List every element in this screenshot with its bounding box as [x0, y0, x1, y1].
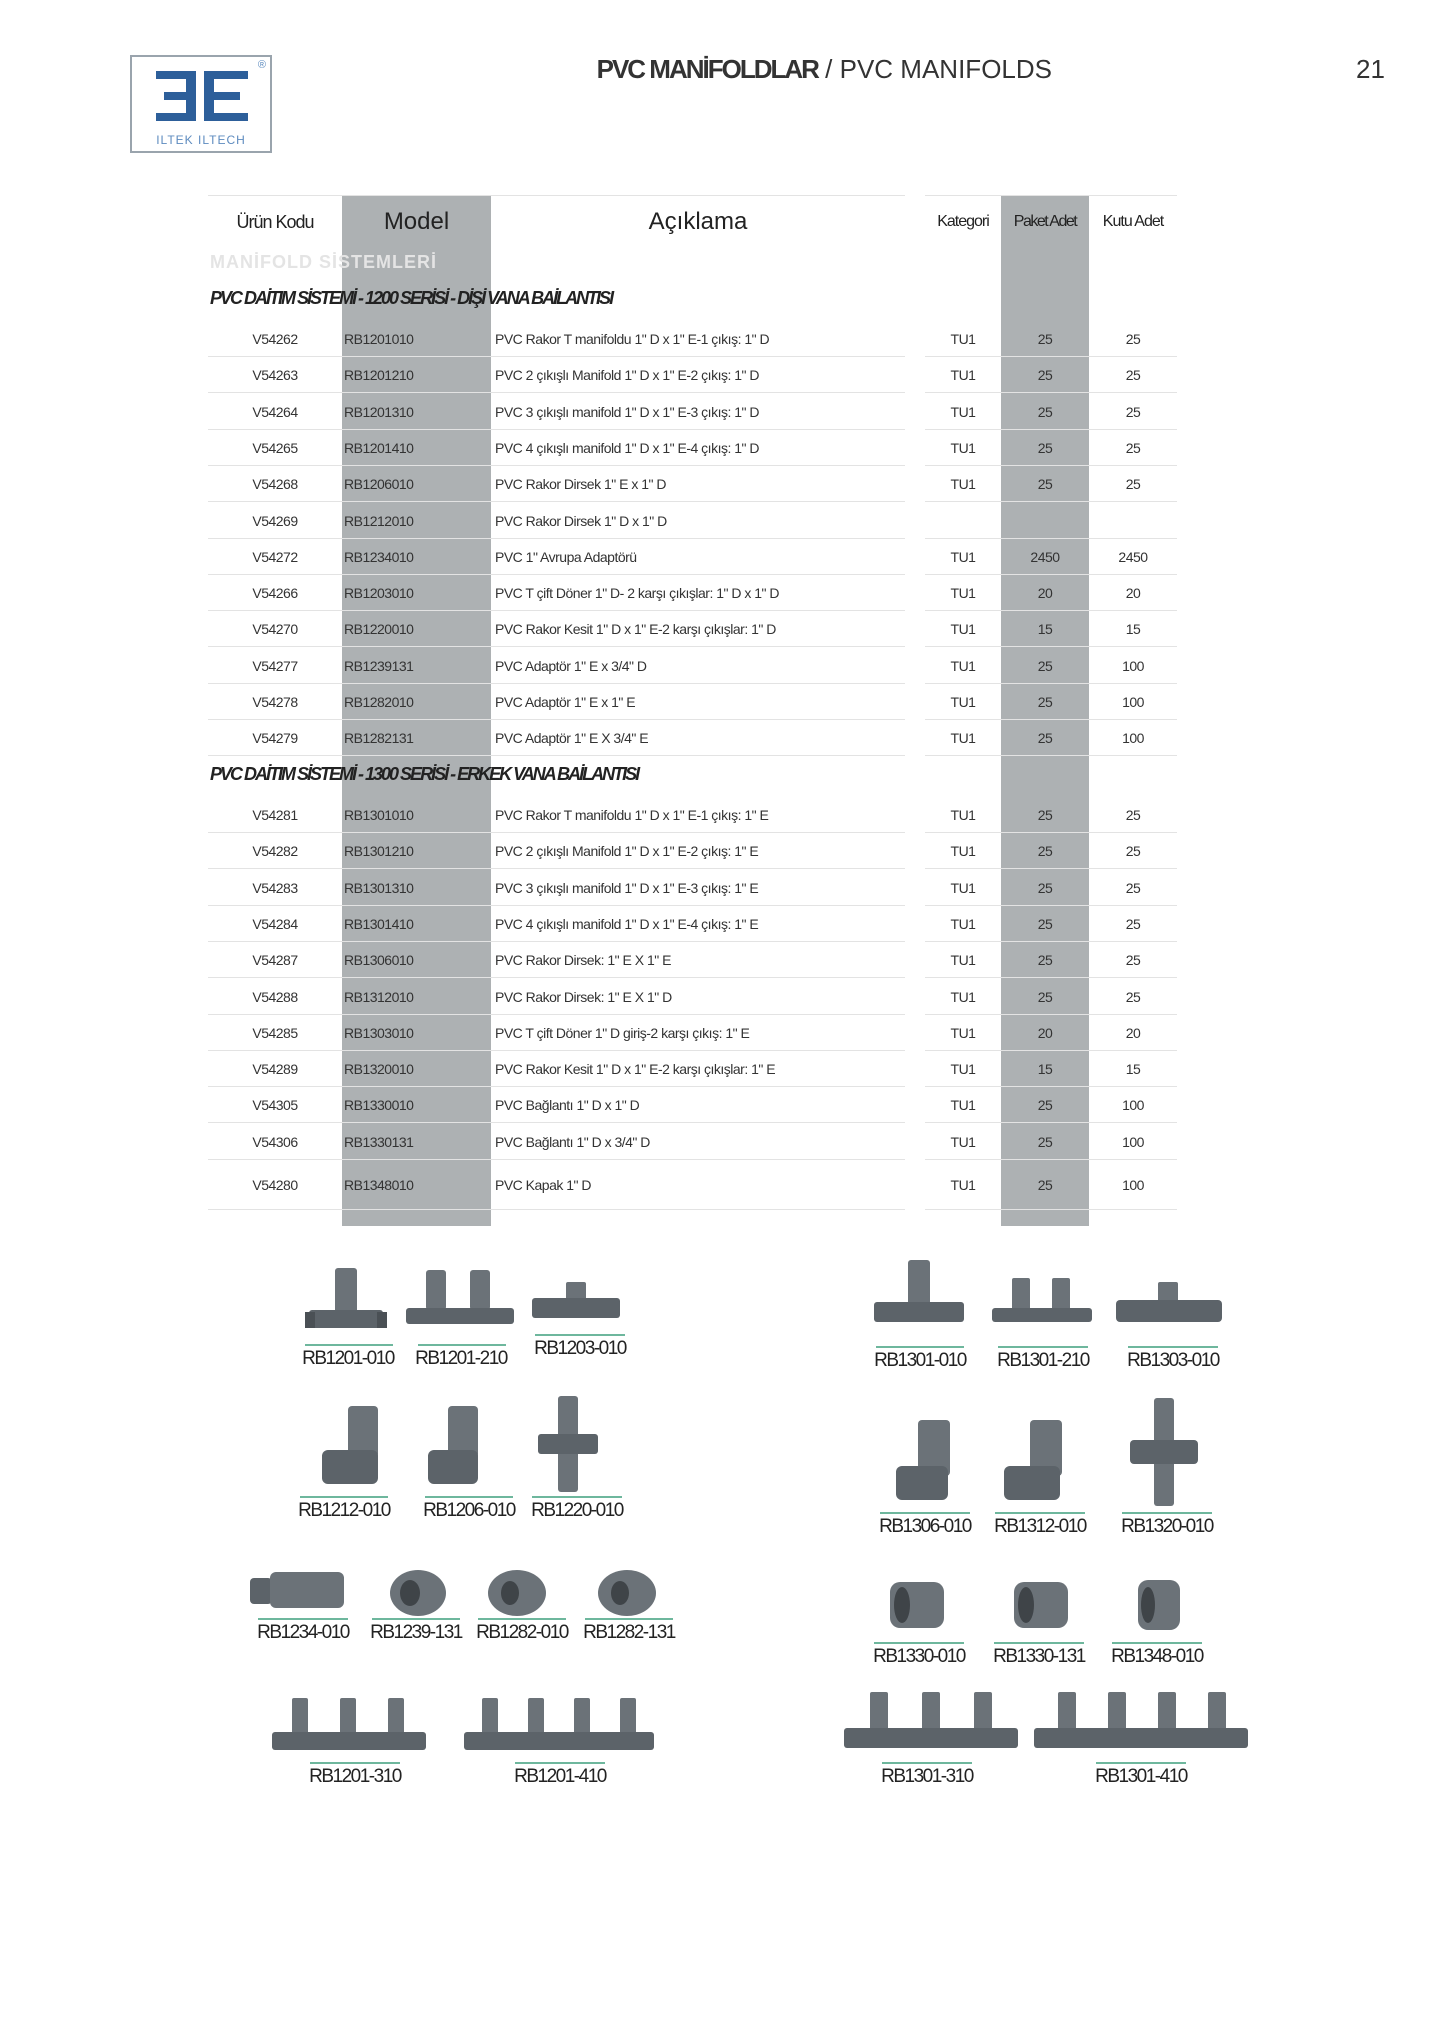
table-row — [0, 648, 1440, 684]
cell-code: V54278 — [252, 694, 298, 710]
label-underline — [874, 1642, 964, 1644]
adapter-image — [388, 1568, 448, 1618]
cell-desc: PVC Rakor Kesit 1" D x 1" E-2 karşı çıkışlar: 1" E — [495, 1061, 776, 1078]
cell-code: V54264 — [252, 403, 298, 420]
cell-kat: TU1 — [950, 879, 976, 896]
label-underline — [1122, 1512, 1212, 1514]
cell-code: V54270 — [252, 621, 298, 638]
manifold-3-outlet-image — [270, 1696, 428, 1758]
cell-model: RB1312010 — [344, 988, 414, 1005]
cell-paket: 25 — [1037, 952, 1053, 969]
cell-paket: 25 — [1037, 367, 1053, 384]
table-row — [0, 357, 1440, 393]
cell-kat: TU1 — [950, 331, 976, 347]
cell-code: V54284 — [252, 915, 298, 932]
cell-kutu: 25 — [1125, 807, 1141, 823]
cell-paket — [1001, 503, 1089, 539]
cell-model: RB1348010 — [344, 1177, 414, 1193]
cell-kutu: 100 — [1122, 657, 1144, 674]
cell-kat: TU1 — [950, 367, 976, 384]
cell-kutu: 100 — [1122, 694, 1144, 710]
table-row — [0, 942, 1440, 978]
table-row — [0, 539, 1440, 575]
cell-model: RB1201310 — [344, 403, 414, 420]
cell-model: RB1330131 — [344, 1133, 414, 1150]
cell-code: V54280 — [252, 1177, 298, 1193]
label-underline — [535, 1334, 625, 1336]
page-header — [597, 54, 1052, 85]
label-underline — [418, 1344, 506, 1346]
cell-kat: TU1 — [950, 988, 976, 1005]
label-underline — [300, 1496, 388, 1498]
cell-kat: TU1 — [950, 1061, 976, 1078]
table-row — [0, 833, 1440, 869]
cross-image — [536, 1394, 600, 1494]
cell-code: V54289 — [252, 1061, 298, 1078]
cell-kutu: 100 — [1122, 1177, 1144, 1193]
cell-paket: 25 — [1037, 915, 1053, 932]
cell-desc: PVC Adaptör 1" E X 3/4" E — [495, 730, 649, 747]
cell-paket: 25 — [1037, 694, 1053, 710]
cell-paket: 2450 — [1030, 548, 1060, 565]
cell-desc: PVC Rakor Dirsek: 1" E X 1" E — [495, 952, 671, 969]
european-adapter-image — [250, 1568, 346, 1612]
cell-kutu: 100 — [1122, 1133, 1144, 1150]
cell-kat: TU1 — [950, 915, 976, 932]
label-underline — [258, 1618, 348, 1620]
table-row — [0, 1124, 1440, 1160]
product-label: RB1301-010 — [874, 1350, 966, 1371]
table-row — [0, 720, 1440, 756]
cell-paket: 15 — [1037, 621, 1053, 638]
product-label: RB1320-010 — [1121, 1516, 1213, 1537]
cell-code: V54265 — [252, 439, 298, 456]
cell-model: RB1201210 — [344, 367, 414, 384]
cell-kat: TU1 — [950, 694, 976, 710]
label-underline — [880, 1512, 970, 1514]
product-label: RB1303-010 — [1127, 1350, 1219, 1371]
cell-code: V54305 — [252, 1097, 298, 1114]
label-underline — [305, 1344, 393, 1346]
label-underline — [532, 1496, 622, 1498]
table-row — [0, 466, 1440, 502]
cell-model: RB1301310 — [344, 879, 414, 896]
product-label: RB1282-131 — [583, 1622, 675, 1643]
page-number: 21 — [1356, 54, 1385, 84]
logo-text: ILTEK ILTECH — [156, 133, 246, 147]
product-label: RB1301-310 — [881, 1766, 973, 1787]
product-label: RB1301-210 — [997, 1350, 1089, 1371]
label-underline — [1112, 1642, 1202, 1644]
cell-model: RB1303010 — [344, 1024, 414, 1041]
cell-code: V54272 — [252, 548, 298, 565]
cell-desc: PVC 4 çıkışlı manifold 1" D x 1" E-4 çıkış: 1" D — [495, 439, 759, 456]
cell-kutu: 25 — [1125, 403, 1141, 420]
cell-paket: 25 — [1037, 1133, 1053, 1150]
product-label: RB1201-210 — [415, 1348, 507, 1369]
table-row — [0, 575, 1440, 611]
product-label: RB1220-010 — [531, 1500, 623, 1521]
manifold-2-outlet-image — [404, 1266, 516, 1338]
cell-model: RB1234010 — [344, 548, 414, 565]
cell-kat: TU1 — [950, 952, 976, 969]
cell-desc: PVC Adaptör 1" E x 1" E — [495, 694, 636, 710]
registered-mark: ® — [257, 59, 266, 71]
cell-code: V54283 — [252, 879, 298, 896]
product-label: RB1201-410 — [514, 1766, 606, 1787]
cell-model: RB1201410 — [344, 439, 414, 456]
column-header-urun-kodu: Ürün Kodu — [236, 211, 314, 232]
cell-kutu: 25 — [1125, 331, 1141, 347]
column-header-aciklama: Açıklama — [648, 208, 748, 235]
product-label: RB1203-010 — [534, 1338, 626, 1359]
tee-manifold-image — [872, 1258, 966, 1332]
cell-kutu: 25 — [1125, 476, 1141, 493]
column-header-model: Model — [383, 208, 450, 235]
cell-code: V54306 — [252, 1133, 298, 1150]
column-header-paket-adet: Paket Adet — [1013, 213, 1077, 230]
cell-desc: PVC 4 çıkışlı manifold 1" D x 1" E-4 çıkış: 1" E — [495, 915, 759, 932]
cell-paket: 25 — [1037, 843, 1053, 860]
header-title-tr: PVC MANİFOLDLAR — [596, 54, 818, 84]
cell-desc: PVC 3 çıkışlı manifold 1" D x 1" E-3 çıkış: 1" D — [495, 403, 759, 420]
cell-desc: PVC Bağlantı 1" D x 3/4" D — [495, 1133, 650, 1150]
cell-kat — [925, 503, 1001, 539]
cell-kat: TU1 — [950, 403, 976, 420]
label-underline — [1096, 1762, 1186, 1764]
iltek-logo-icon — [146, 65, 258, 127]
cell-kutu: 100 — [1122, 1097, 1144, 1114]
product-label: RB1212-010 — [298, 1500, 390, 1521]
cell-kat: TU1 — [950, 476, 976, 493]
cell-kat: TU1 — [950, 621, 976, 638]
label-underline — [310, 1762, 400, 1764]
cell-kat: TU1 — [950, 439, 976, 456]
product-label: RB1306-010 — [879, 1516, 971, 1537]
cell-model: RB1239131 — [344, 657, 414, 674]
cell-code: V54279 — [252, 730, 298, 747]
cell-model: RB1203010 — [344, 585, 414, 602]
cell-model: RB1206010 — [344, 476, 414, 493]
cell-code: V54281 — [252, 807, 298, 823]
cell-paket: 25 — [1037, 988, 1053, 1005]
label-underline — [585, 1618, 673, 1620]
product-label: RB1348-010 — [1111, 1646, 1203, 1667]
section-title-1300: PVC DAİTIM SİSTEMİ - 1300 SERİSİ - ERKEK VANA BAİLANTISI — [210, 764, 639, 784]
table-row — [0, 1087, 1440, 1123]
table-row — [0, 503, 1440, 539]
cell-model: RB1301410 — [344, 915, 414, 932]
elbow-image — [998, 1418, 1068, 1506]
cell-code: V54268 — [252, 476, 298, 493]
label-underline — [876, 1346, 964, 1348]
cell-desc: PVC Kapak 1" D — [495, 1177, 592, 1193]
product-label: RB1330-131 — [993, 1646, 1085, 1667]
company-logo — [130, 55, 272, 153]
product-label: RB1239-131 — [370, 1622, 462, 1643]
cell-desc: PVC T çift Döner 1" D- 2 karşı çıkışlar: 1" D x 1" D — [495, 585, 780, 602]
cell-model: RB1282131 — [344, 730, 414, 747]
cell-kutu: 20 — [1125, 585, 1141, 602]
product-label: RB1201-310 — [309, 1766, 401, 1787]
cell-desc: PVC 2 çıkışlı Manifold 1" D x 1" E-2 çıkış: 1" D — [495, 367, 759, 384]
cell-model: RB1201010 — [344, 331, 414, 347]
cell-kat: TU1 — [950, 548, 976, 565]
coupling-image — [888, 1578, 946, 1632]
cell-kutu: 15 — [1125, 621, 1141, 638]
table-row — [0, 1160, 1440, 1210]
label-underline — [995, 1512, 1085, 1514]
product-label: RB1206-010 — [423, 1500, 515, 1521]
cell-paket: 25 — [1037, 476, 1053, 493]
product-label: RB1234-010 — [257, 1622, 349, 1643]
table-row — [0, 684, 1440, 720]
cell-code: V54285 — [252, 1024, 298, 1041]
tee-double-swivel-image — [530, 1282, 622, 1326]
cell-kat: TU1 — [950, 730, 976, 747]
row-separator — [208, 755, 905, 756]
cell-code: V54263 — [252, 367, 298, 384]
row-separator — [925, 755, 1177, 756]
cell-desc: PVC Bağlantı 1" D x 1" D — [495, 1097, 640, 1114]
row-separator — [925, 1209, 1177, 1210]
cell-desc: PVC Rakor T manifoldu 1" D x 1" E-1 çıkış: 1" E — [495, 807, 769, 823]
cell-paket: 25 — [1037, 657, 1053, 674]
table-row — [0, 870, 1440, 906]
cell-kat: TU1 — [950, 807, 976, 823]
cell-paket: 25 — [1037, 439, 1053, 456]
cell-kutu: 20 — [1125, 1024, 1141, 1041]
cell-desc: PVC 3 çıkışlı manifold 1" D x 1" E-3 çıkış: 1" E — [495, 879, 759, 896]
elbow-image — [892, 1418, 958, 1506]
cell-desc: PVC 1" Avrupa Adaptörü — [495, 548, 637, 565]
cell-code: V54288 — [252, 988, 298, 1005]
column-header-kategori: Kategori — [937, 213, 989, 230]
cell-model: RB1301210 — [344, 843, 414, 860]
cell-desc: PVC Rakor Dirsek: 1" E X 1" D — [495, 988, 672, 1005]
cell-kutu: 25 — [1125, 952, 1141, 969]
cell-paket: 25 — [1037, 331, 1053, 347]
cell-code: V54266 — [252, 585, 298, 602]
cell-desc: PVC T çift Döner 1" D giriş-2 karşı çıkış: 1" E — [495, 1024, 750, 1041]
coupling-image — [1012, 1578, 1070, 1632]
cell-kat: TU1 — [950, 843, 976, 860]
section-title-1200: PVC DAİTIM SİSTEMİ - 1200 SERİSİ - DİŞİ VANA BAİLANTISI — [210, 288, 613, 308]
cell-model: RB1301010 — [344, 807, 414, 823]
label-underline — [478, 1618, 566, 1620]
cell-paket: 20 — [1037, 1024, 1053, 1041]
column-header-kutu-adet: Kutu Adet — [1102, 213, 1164, 230]
cell-kutu: 25 — [1125, 439, 1141, 456]
elbow-image — [424, 1404, 488, 1490]
label-underline — [998, 1346, 1088, 1348]
cell-desc: PVC 2 çıkışlı Manifold 1" D x 1" E-2 çıkış: 1" E — [495, 843, 759, 860]
label-underline — [882, 1762, 972, 1764]
cell-model: RB1220010 — [344, 621, 414, 638]
table-row — [0, 1051, 1440, 1087]
product-label: RB1330-010 — [873, 1646, 965, 1667]
cell-model: RB1330010 — [344, 1097, 414, 1114]
table-row — [0, 979, 1440, 1015]
tee-manifold-image — [305, 1266, 387, 1340]
cell-desc: PVC Adaptör 1" E x 3/4" D — [495, 657, 647, 674]
cell-kat: TU1 — [950, 1177, 976, 1193]
cap-image — [1136, 1576, 1182, 1634]
manifold-3-outlet-image — [842, 1690, 1020, 1754]
header-separator: / — [817, 54, 840, 84]
cell-kutu — [1089, 503, 1177, 539]
cell-kat: TU1 — [950, 1097, 976, 1114]
cell-paket: 25 — [1037, 403, 1053, 420]
cell-kutu: 25 — [1125, 843, 1141, 860]
cell-model: RB1282010 — [344, 694, 414, 710]
table-row — [0, 1015, 1440, 1051]
table-row — [0, 906, 1440, 942]
cell-code: V54262 — [252, 331, 298, 347]
product-label: RB1201-010 — [302, 1348, 394, 1369]
adapter-image — [486, 1568, 548, 1618]
table-row — [0, 797, 1440, 833]
cell-kat: TU1 — [950, 1133, 976, 1150]
cell-paket: 25 — [1037, 1177, 1053, 1193]
label-underline — [425, 1496, 513, 1498]
label-underline — [994, 1642, 1084, 1644]
table-row — [0, 321, 1440, 357]
cell-desc: PVC Rakor Dirsek 1" E x 1" D — [495, 476, 666, 493]
cell-code: V54269 — [252, 512, 298, 529]
label-underline — [372, 1618, 460, 1620]
cell-code: V54282 — [252, 843, 298, 860]
cell-paket: 25 — [1037, 879, 1053, 896]
ghost-heading: MANİFOLD SİSTEMLERİ — [210, 252, 437, 272]
table-row — [0, 430, 1440, 466]
table-row — [0, 394, 1440, 430]
row-separator — [208, 1209, 905, 1210]
cell-kutu: 2450 — [1118, 548, 1148, 565]
label-underline — [515, 1762, 605, 1764]
table-row — [0, 611, 1440, 647]
cell-kat: TU1 — [950, 585, 976, 602]
cell-kutu: 25 — [1125, 879, 1141, 896]
product-label: RB1312-010 — [994, 1516, 1086, 1537]
cell-paket: 25 — [1037, 1097, 1053, 1114]
cell-paket: 20 — [1037, 585, 1053, 602]
tee-double-swivel-image — [1114, 1282, 1224, 1332]
cell-kat: TU1 — [950, 657, 976, 674]
adapter-image — [596, 1568, 658, 1618]
cell-kutu: 15 — [1125, 1061, 1141, 1078]
manifold-4-outlet-image — [1032, 1690, 1250, 1754]
cell-paket: 25 — [1037, 807, 1053, 823]
cell-kutu: 25 — [1125, 367, 1141, 384]
product-label: RB1301-410 — [1095, 1766, 1187, 1787]
cell-desc: PVC Rakor Kesit 1" D x 1" E-2 karşı çıkışlar: 1" D — [495, 621, 776, 638]
cell-model: RB1212010 — [344, 512, 414, 529]
cell-desc: PVC Rakor T manifoldu 1" D x 1" E-1 çıkış: 1" D — [495, 331, 770, 347]
cell-desc: PVC Rakor Dirsek 1" D x 1" D — [495, 512, 667, 529]
cross-image — [1128, 1396, 1200, 1508]
cell-kutu: 25 — [1125, 915, 1141, 932]
cell-code: V54277 — [252, 657, 298, 674]
elbow-image — [318, 1404, 388, 1490]
product-label: RB1282-010 — [476, 1622, 568, 1643]
cell-model: RB1306010 — [344, 952, 414, 969]
cell-paket: 25 — [1037, 730, 1053, 747]
cell-model: RB1320010 — [344, 1061, 414, 1078]
cell-kutu: 25 — [1125, 988, 1141, 1005]
cell-kat: TU1 — [950, 1024, 976, 1041]
label-underline — [1128, 1346, 1218, 1348]
cell-paket: 15 — [1037, 1061, 1053, 1078]
manifold-4-outlet-image — [462, 1696, 656, 1758]
header-title-en: PVC MANIFOLDS — [839, 54, 1052, 84]
cell-kutu: 100 — [1122, 730, 1144, 747]
cell-code: V54287 — [252, 952, 298, 969]
manifold-2-outlet-image — [990, 1276, 1094, 1332]
